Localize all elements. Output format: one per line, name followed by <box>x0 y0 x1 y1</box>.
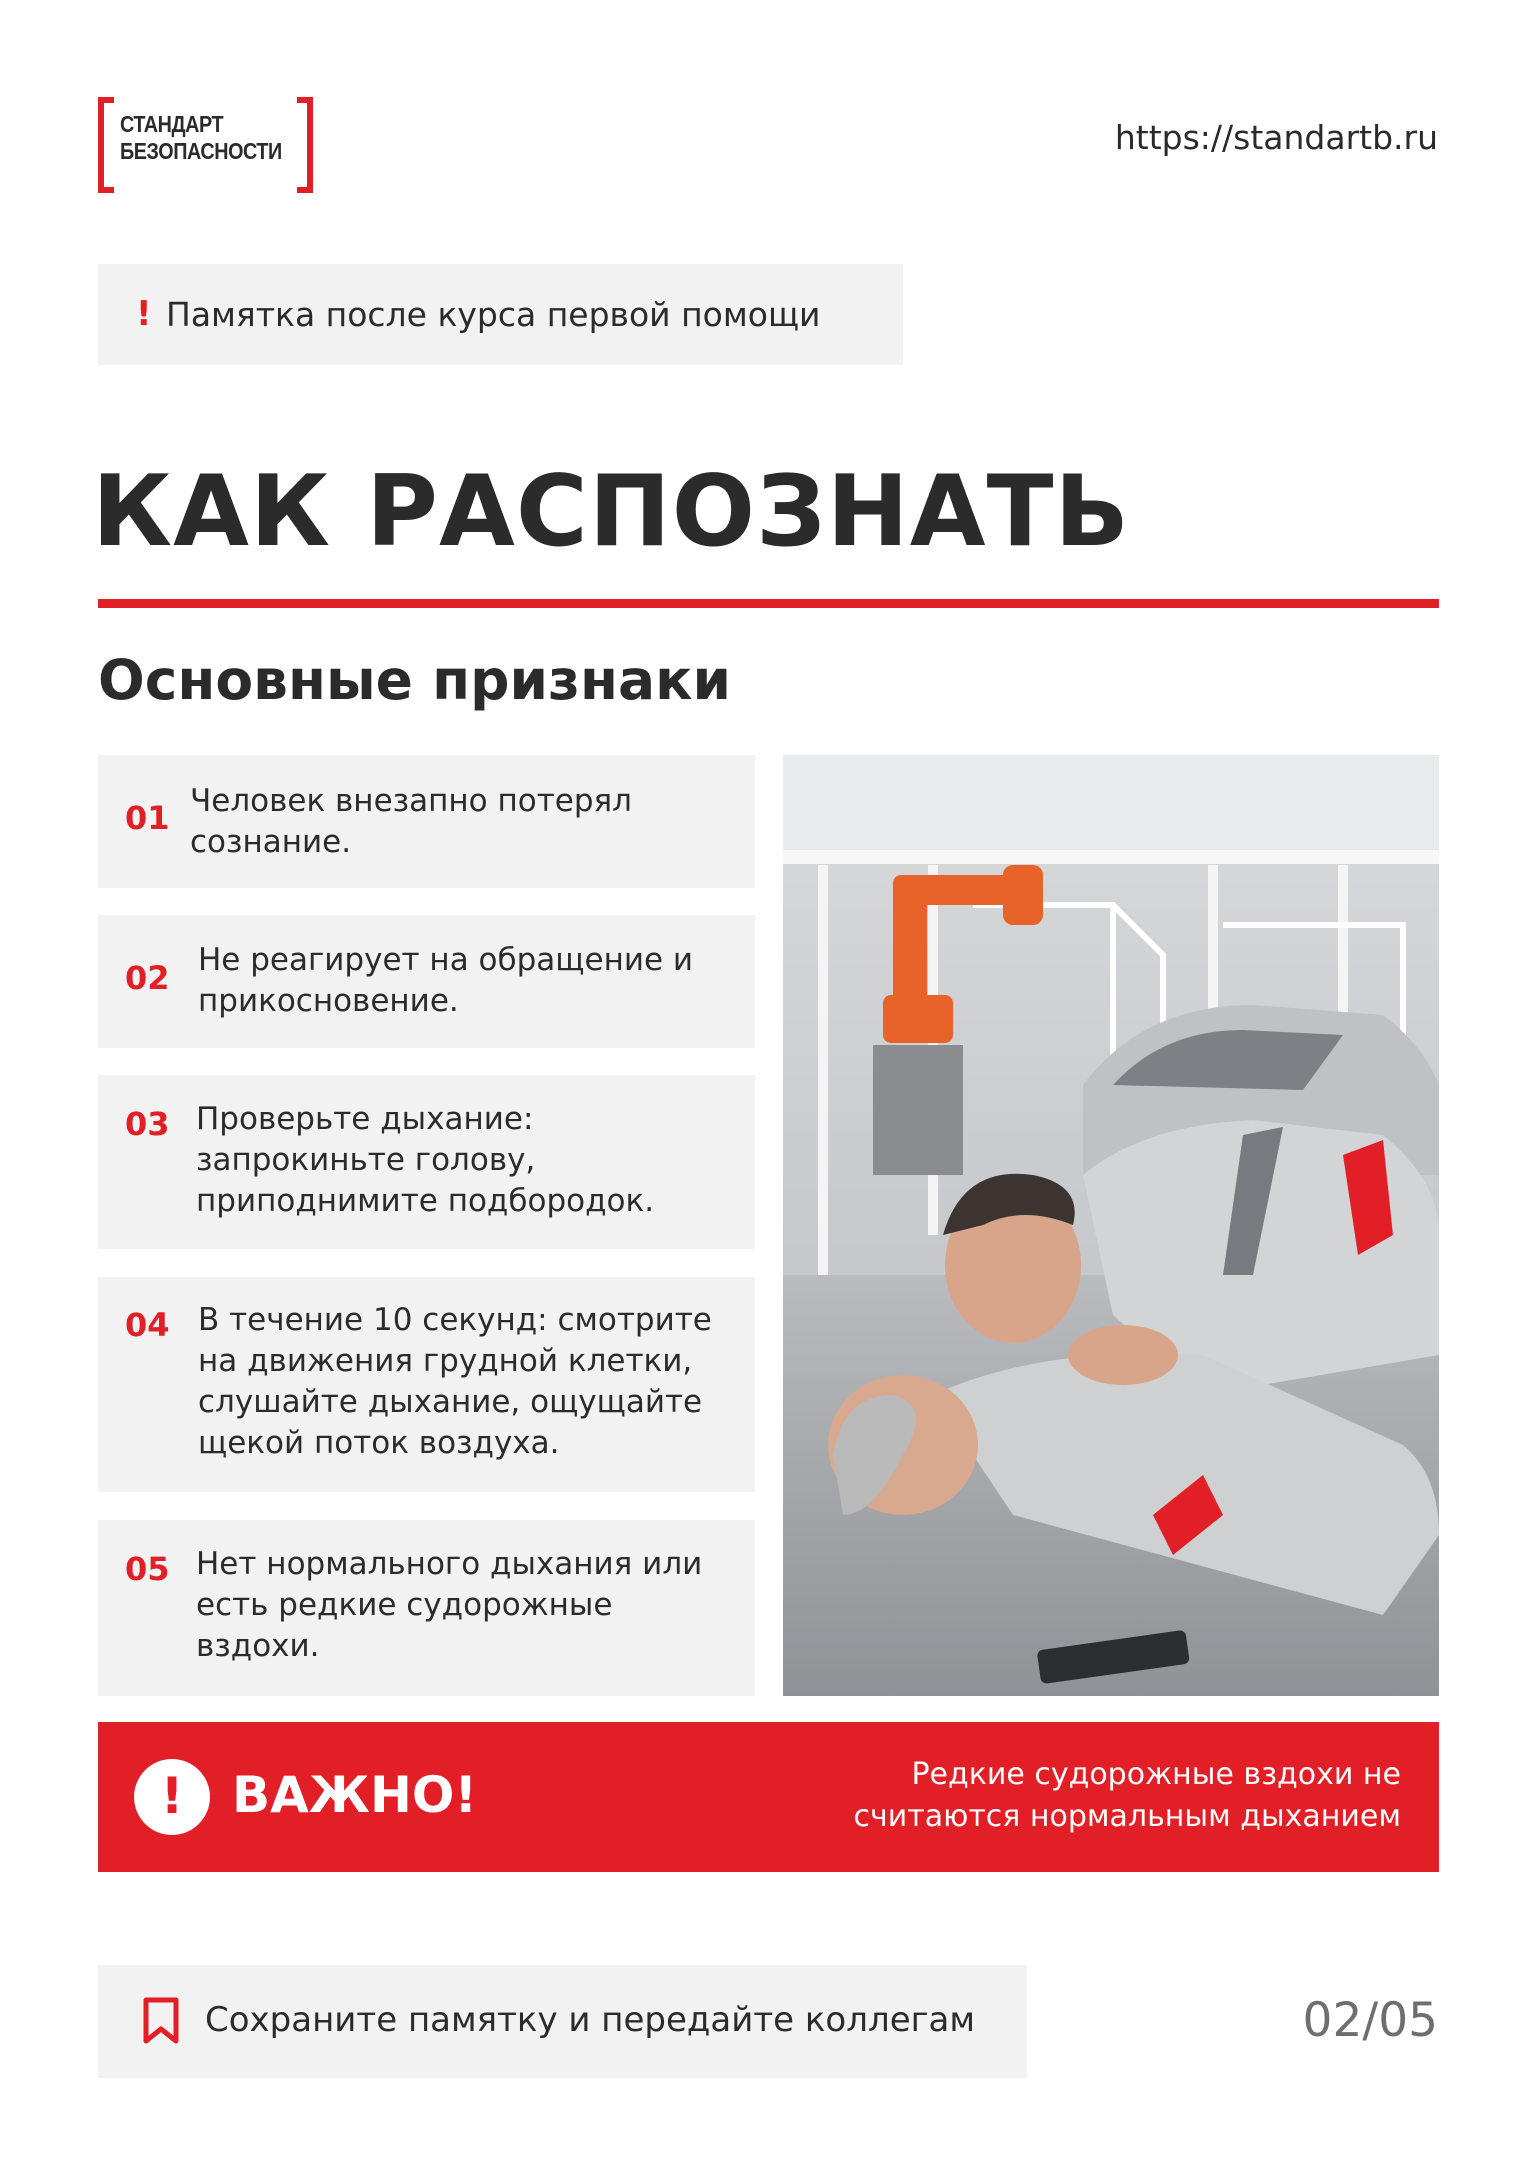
item-text: Нет нормального дыхания или есть редкие судорожные вздохи. <box>196 1546 703 1664</box>
important-message: Редкие судорожные вздохи не считаются нормальным дыханием <box>853 1757 1401 1834</box>
item-number: 05 <box>125 1550 170 1588</box>
bookmark-icon <box>142 1997 180 2045</box>
save-note-text: Сохраните памятку и передайте коллегам <box>205 2000 975 2040</box>
item-number: 01 <box>125 799 170 837</box>
important-banner <box>98 1722 1439 1872</box>
important-label: ВАЖНО! <box>232 1766 478 1824</box>
illustration-photo <box>783 755 1439 1696</box>
item-text: В течение 10 секунд: смотрите на движения грудной клетки, слушайте дыхание, ощущайте щекой поток воздуха. <box>198 1302 712 1461</box>
item-text: Человек внезапно потерял сознание. <box>190 783 632 860</box>
title-divider <box>98 599 1439 608</box>
logo-bracket-left <box>98 97 114 193</box>
section-subtitle: Основные признаки <box>98 648 731 712</box>
site-url[interactable]: https://standartb.ru <box>1114 118 1438 157</box>
item-text: Проверьте дыхание: запрокиньте голову, приподнимите подбородок. <box>196 1101 655 1219</box>
list-item <box>98 1520 755 1696</box>
item-number: 02 <box>125 959 170 997</box>
save-note-box <box>98 1965 1027 2078</box>
item-number: 04 <box>125 1306 170 1344</box>
logo <box>98 97 313 185</box>
logo-text <box>120 111 282 165</box>
page-title: КАК РАСПОЗНАТЬ <box>92 455 1131 569</box>
logo-bracket-right <box>297 97 313 193</box>
item-number: 03 <box>125 1105 170 1143</box>
alert-icon-mark: ! <box>160 1767 184 1825</box>
page-number: 02/05 <box>1302 1993 1438 2048</box>
alert-icon <box>134 1759 210 1835</box>
course-note <box>98 264 903 365</box>
logo-line-1: СТАНДАРТ <box>120 111 224 137</box>
course-note-text: Памятка после курса первой помощи <box>166 295 821 334</box>
list-item <box>98 915 755 1048</box>
list-item <box>98 1277 755 1492</box>
list-item <box>98 755 755 888</box>
exclamation-icon: ! <box>136 294 152 334</box>
item-text: Не реагирует на обращение и прикосновение. <box>198 942 694 1019</box>
list-item <box>98 1075 755 1249</box>
logo-line-2: БЕЗОПАСНОСТИ <box>120 138 282 164</box>
